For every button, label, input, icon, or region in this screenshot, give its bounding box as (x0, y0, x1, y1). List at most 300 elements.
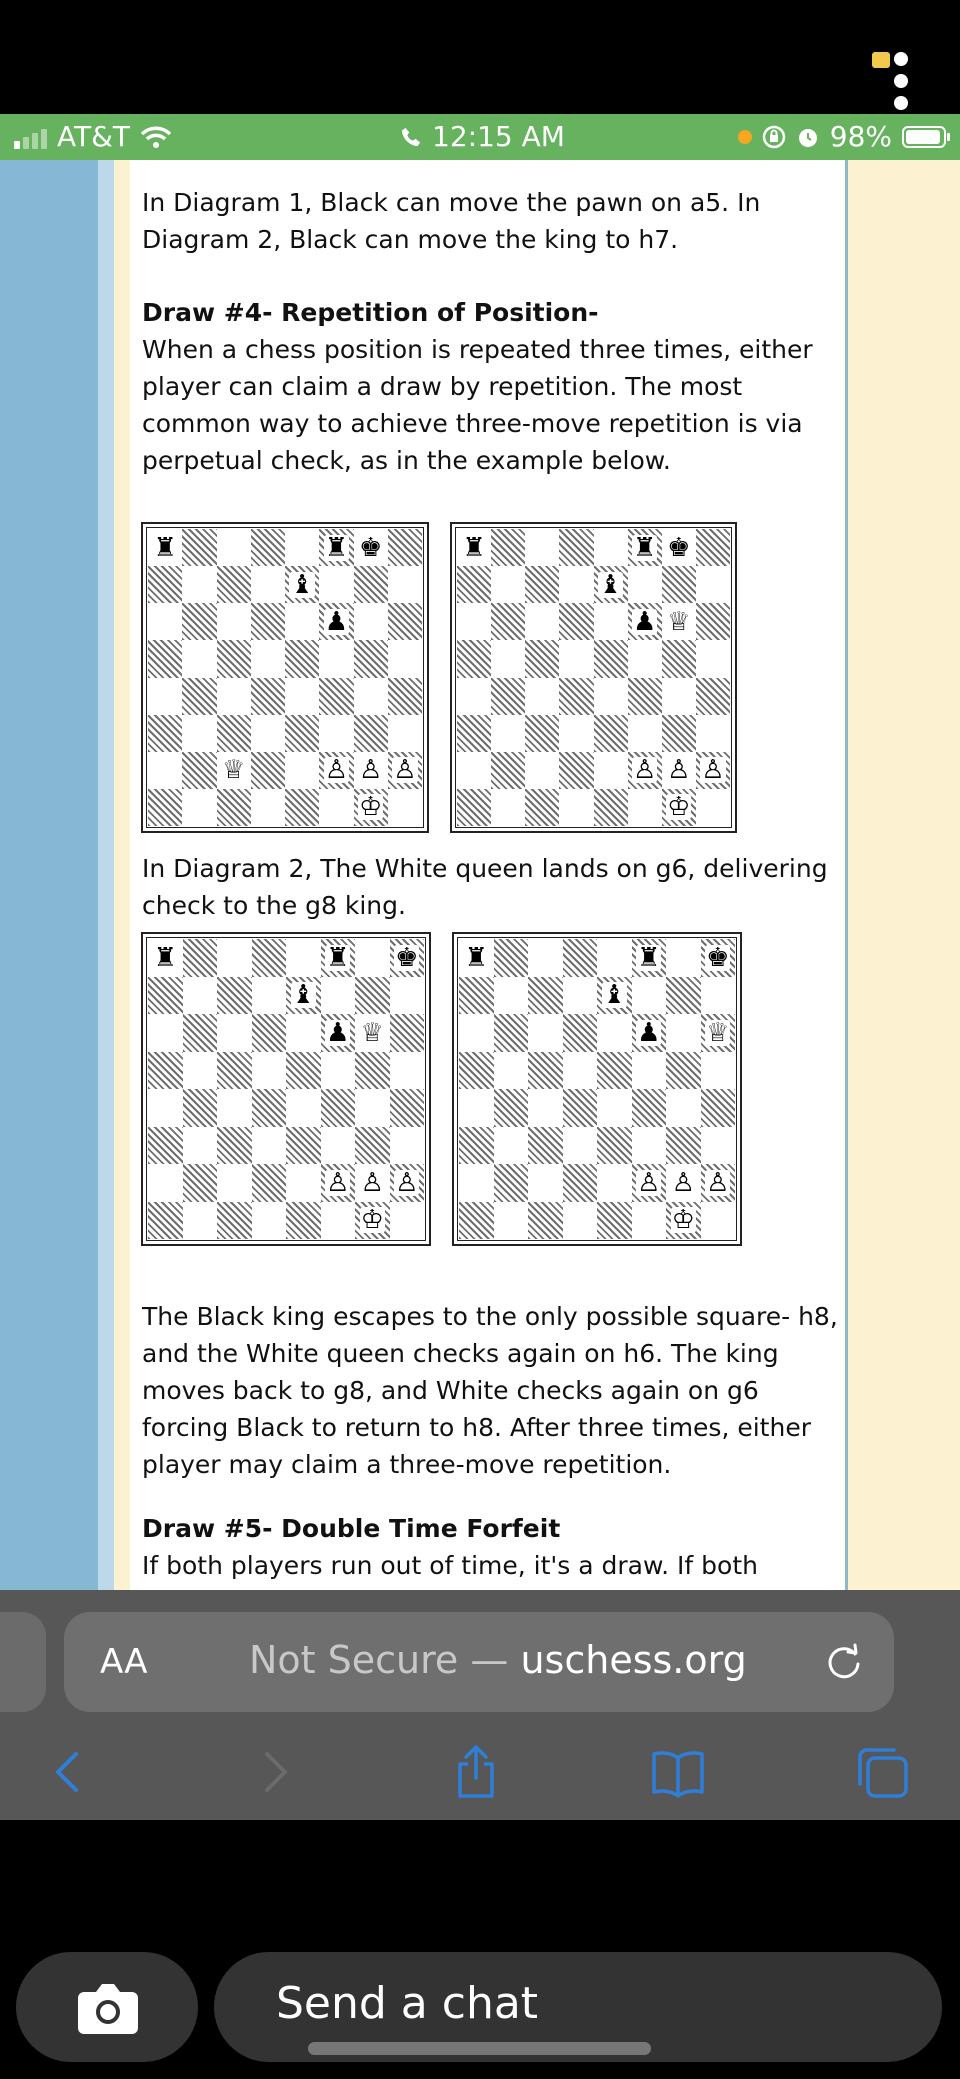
chess-piece: ♝ (290, 569, 314, 600)
paragraph-draw-4: When a chess position is repeated three times, either player can claim a draw by repetition. The most common way to achieve three-move repetition is via perpetual check, as in the example below. (142, 335, 813, 475)
forward-icon[interactable] (245, 1742, 305, 1802)
chess-piece: ♙ (360, 1167, 384, 1198)
square-d7 (559, 566, 593, 603)
square-h6 (696, 603, 730, 640)
square-e3 (286, 1127, 321, 1165)
square-a2 (148, 1164, 183, 1202)
square-f6 (632, 1014, 667, 1052)
square-d4 (563, 1089, 598, 1127)
square-f2 (628, 752, 662, 789)
square-g1 (354, 789, 388, 826)
square-c4 (528, 1089, 563, 1127)
chess-piece: ♜ (324, 532, 349, 563)
square-b5 (494, 1052, 529, 1090)
square-a3 (459, 1127, 494, 1165)
chess-piece: ♕ (221, 755, 246, 786)
status-bar (0, 114, 960, 160)
square-d3 (252, 1127, 287, 1165)
square-c4 (217, 1089, 252, 1127)
square-a6 (459, 1014, 494, 1052)
square-b5 (491, 640, 525, 677)
square-d6 (252, 1014, 287, 1052)
square-e5 (597, 1052, 632, 1090)
square-f2 (321, 1164, 356, 1202)
square-h2 (388, 752, 422, 789)
paragraph-draw-5: If both players run out of time, it's a draw. If both (142, 1551, 758, 1580)
square-d1 (252, 1202, 287, 1240)
square-b1 (183, 1202, 218, 1240)
square-c6 (528, 1014, 563, 1052)
square-a7 (148, 566, 182, 603)
square-g4 (666, 1089, 701, 1127)
square-b1 (494, 1202, 529, 1240)
square-b1 (491, 789, 525, 826)
square-e6 (594, 603, 628, 640)
chess-piece: ♜ (153, 942, 177, 973)
carrier-name: AT&T (57, 120, 131, 153)
square-e3 (597, 1127, 632, 1165)
square-g7 (355, 977, 390, 1015)
square-f4 (632, 1089, 667, 1127)
square-f3 (319, 715, 353, 752)
square-b2 (182, 752, 216, 789)
square-e7 (286, 977, 321, 1015)
square-c3 (217, 1127, 252, 1165)
chess-piece: ♙ (358, 755, 383, 786)
square-a8 (457, 529, 491, 566)
square-h7 (701, 977, 736, 1015)
square-b7 (183, 977, 218, 1015)
tabs-icon[interactable] (852, 1742, 912, 1802)
square-e4 (285, 678, 319, 715)
square-f3 (632, 1127, 667, 1165)
square-e4 (594, 678, 628, 715)
square-d2 (559, 752, 593, 789)
square-a3 (457, 715, 491, 752)
square-d7 (563, 977, 598, 1015)
board-grid (459, 939, 735, 1239)
square-g2 (355, 1164, 390, 1202)
chess-piece: ♜ (462, 532, 486, 563)
square-a6 (148, 1014, 183, 1052)
square-g1 (662, 789, 696, 826)
chess-piece: ♙ (324, 755, 349, 786)
chess-piece: ♙ (671, 1167, 695, 1198)
square-h5 (701, 1052, 736, 1090)
square-d2 (563, 1164, 598, 1202)
square-f5 (632, 1052, 667, 1090)
square-h7 (696, 566, 730, 603)
square-a6 (148, 603, 182, 640)
square-b2 (183, 1164, 218, 1202)
reload-icon[interactable] (824, 1642, 864, 1682)
square-c1 (525, 789, 559, 826)
square-b6 (491, 603, 525, 640)
heading-draw-5: Draw #5- Double Time Forfeit (142, 1514, 561, 1543)
board-grid (148, 529, 422, 826)
square-e8 (286, 939, 321, 977)
square-h6 (390, 1014, 425, 1052)
snapchat-menu-icon[interactable] (872, 52, 912, 112)
square-h7 (390, 977, 425, 1015)
square-a4 (457, 678, 491, 715)
square-a5 (148, 640, 182, 677)
square-e4 (597, 1089, 632, 1127)
square-h2 (390, 1164, 425, 1202)
square-b1 (182, 789, 216, 826)
square-c1 (217, 1202, 252, 1240)
square-d1 (563, 1202, 598, 1240)
chess-piece: ♜ (637, 942, 661, 973)
square-d5 (252, 1052, 287, 1090)
square-d7 (251, 566, 285, 603)
square-e7 (597, 977, 632, 1015)
chess-piece: ♙ (395, 1167, 419, 1198)
chess-piece: ♝ (291, 980, 315, 1011)
square-f4 (628, 678, 662, 715)
square-d5 (563, 1052, 598, 1090)
square-a8 (459, 939, 494, 977)
square-g6 (666, 1014, 701, 1052)
chess-diagram-3 (141, 932, 431, 1246)
square-g8 (354, 529, 388, 566)
square-h4 (388, 678, 422, 715)
square-h5 (390, 1052, 425, 1090)
chess-piece: ♙ (637, 1167, 661, 1198)
chess-piece: ♕ (667, 606, 691, 637)
square-d1 (251, 789, 285, 826)
square-e1 (594, 789, 628, 826)
chat-placeholder: Send a chat (276, 1978, 539, 2029)
square-c7 (217, 977, 252, 1015)
square-h7 (388, 566, 422, 603)
square-c1 (528, 1202, 563, 1240)
square-f3 (321, 1127, 356, 1165)
chess-piece: ♙ (701, 755, 725, 786)
square-f8 (319, 529, 353, 566)
bookmarks-icon[interactable] (648, 1742, 708, 1802)
square-h8 (701, 939, 736, 977)
square-c4 (217, 678, 251, 715)
square-a8 (148, 529, 182, 566)
square-g6 (354, 603, 388, 640)
chess-piece: ♟ (326, 1017, 350, 1048)
square-c6 (525, 603, 559, 640)
article-content (130, 160, 848, 1590)
square-c2 (217, 1164, 252, 1202)
board-grid (457, 529, 730, 826)
square-g2 (354, 752, 388, 789)
square-a6 (457, 603, 491, 640)
square-g7 (662, 566, 696, 603)
square-c2 (528, 1164, 563, 1202)
square-g3 (355, 1127, 390, 1165)
square-e8 (285, 529, 319, 566)
square-a7 (457, 566, 491, 603)
chess-piece: ♜ (633, 532, 657, 563)
chess-piece: ♟ (324, 606, 349, 637)
square-h4 (390, 1089, 425, 1127)
square-a3 (148, 1127, 183, 1165)
square-g6 (662, 603, 696, 640)
square-a5 (148, 1052, 183, 1090)
square-b3 (491, 715, 525, 752)
square-e7 (285, 566, 319, 603)
square-a1 (457, 789, 491, 826)
home-indicator[interactable] (308, 2042, 651, 2055)
square-c5 (217, 1052, 252, 1090)
square-f5 (321, 1052, 356, 1090)
square-d8 (559, 529, 593, 566)
square-g8 (666, 939, 701, 977)
rotation-lock-icon (762, 125, 786, 149)
time-text: 12:15 AM (432, 120, 565, 153)
chess-piece: ♔ (360, 1205, 384, 1236)
square-h1 (390, 1202, 425, 1240)
square-e6 (597, 1014, 632, 1052)
square-f7 (628, 566, 662, 603)
square-b3 (182, 715, 216, 752)
square-d5 (559, 640, 593, 677)
square-b7 (182, 566, 216, 603)
square-b3 (183, 1127, 218, 1165)
text-size-button[interactable]: AA (100, 1642, 148, 1682)
square-e5 (286, 1052, 321, 1090)
square-d8 (251, 529, 285, 566)
square-f3 (628, 715, 662, 752)
square-f7 (319, 566, 353, 603)
diagram-caption: In Diagram 2, The White queen lands on g6, delivering check to the g8 king. (142, 854, 828, 920)
square-d5 (251, 640, 285, 677)
square-g1 (355, 1202, 390, 1240)
square-d7 (252, 977, 287, 1015)
square-b7 (494, 977, 529, 1015)
camera-icon (76, 1978, 140, 2036)
url-text[interactable] (249, 1638, 747, 1682)
carrier (14, 120, 172, 153)
square-b2 (494, 1164, 529, 1202)
square-d6 (559, 603, 593, 640)
square-f4 (321, 1089, 356, 1127)
chess-diagram-4 (452, 932, 742, 1246)
chess-piece: ♕ (706, 1017, 730, 1048)
square-c7 (528, 977, 563, 1015)
camera-button[interactable] (16, 1952, 198, 2062)
square-a2 (148, 752, 182, 789)
board-grid (148, 939, 424, 1239)
clock (400, 120, 565, 153)
square-a4 (459, 1089, 494, 1127)
square-b6 (182, 603, 216, 640)
heading-draw-4: Draw #4- Repetition of Position- (142, 298, 599, 327)
chess-piece: ♜ (326, 942, 350, 973)
chess-piece: ♜ (153, 532, 177, 563)
square-c7 (525, 566, 559, 603)
square-a3 (148, 715, 182, 752)
square-d2 (252, 1164, 287, 1202)
security-label: Not Secure — (249, 1638, 521, 1682)
square-f1 (319, 789, 353, 826)
square-g7 (354, 566, 388, 603)
square-g5 (354, 640, 388, 677)
chess-piece: ♟ (633, 606, 657, 637)
square-c8 (528, 939, 563, 977)
intro-paragraph: In Diagram 1, Black can move the pawn on a5. In Diagram 2, Black can move the king to h7. (142, 188, 761, 254)
alarm-icon (796, 125, 820, 149)
square-b6 (183, 1014, 218, 1052)
square-h8 (390, 939, 425, 977)
square-b4 (183, 1089, 218, 1127)
square-e1 (286, 1202, 321, 1240)
square-c8 (217, 939, 252, 977)
chess-piece: ♔ (358, 792, 383, 823)
square-f8 (632, 939, 667, 977)
square-h5 (388, 640, 422, 677)
square-h6 (701, 1014, 736, 1052)
square-f8 (628, 529, 662, 566)
wifi-icon (140, 125, 172, 149)
square-a1 (459, 1202, 494, 1240)
square-h4 (696, 678, 730, 715)
square-g5 (355, 1052, 390, 1090)
square-a7 (148, 977, 183, 1015)
square-e1 (597, 1202, 632, 1240)
square-g5 (662, 640, 696, 677)
square-g7 (666, 977, 701, 1015)
square-h1 (388, 789, 422, 826)
square-f1 (321, 1202, 356, 1240)
square-d3 (251, 715, 285, 752)
square-a4 (148, 678, 182, 715)
square-h8 (388, 529, 422, 566)
square-g4 (354, 678, 388, 715)
square-b5 (182, 640, 216, 677)
square-h3 (390, 1127, 425, 1165)
square-e3 (594, 715, 628, 752)
square-e5 (594, 640, 628, 677)
square-b2 (491, 752, 525, 789)
square-b8 (183, 939, 218, 977)
browser-toolbar (0, 1590, 960, 1820)
square-g1 (666, 1202, 701, 1240)
square-f1 (628, 789, 662, 826)
square-h2 (701, 1164, 736, 1202)
back-icon[interactable] (38, 1742, 98, 1802)
square-e8 (594, 529, 628, 566)
chess-piece: ♙ (667, 755, 691, 786)
square-d4 (252, 1089, 287, 1127)
square-f2 (319, 752, 353, 789)
square-g5 (666, 1052, 701, 1090)
address-bar[interactable] (64, 1612, 894, 1712)
square-b6 (494, 1014, 529, 1052)
square-h5 (696, 640, 730, 677)
square-d4 (251, 678, 285, 715)
square-f5 (628, 640, 662, 677)
square-h3 (701, 1127, 736, 1165)
chess-piece: ♙ (633, 755, 657, 786)
square-c5 (217, 640, 251, 677)
square-e2 (597, 1164, 632, 1202)
square-b8 (491, 529, 525, 566)
square-f6 (321, 1014, 356, 1052)
square-e1 (285, 789, 319, 826)
chess-piece: ♚ (358, 532, 383, 563)
previous-tab-peek[interactable] (0, 1612, 46, 1712)
square-c2 (525, 752, 559, 789)
square-a2 (457, 752, 491, 789)
phone-call-icon (400, 126, 422, 148)
square-c6 (217, 1014, 252, 1052)
share-icon[interactable] (446, 1742, 506, 1802)
square-c6 (217, 603, 251, 640)
square-e5 (285, 640, 319, 677)
square-h1 (701, 1202, 736, 1240)
square-b8 (494, 939, 529, 977)
square-c1 (217, 789, 251, 826)
square-a7 (459, 977, 494, 1015)
square-e6 (285, 603, 319, 640)
battery-icon (902, 126, 946, 148)
chess-piece: ♙ (326, 1167, 350, 1198)
web-page (0, 160, 960, 1590)
square-d8 (563, 939, 598, 977)
square-a1 (148, 1202, 183, 1240)
chess-piece: ♚ (395, 942, 419, 973)
square-b3 (494, 1127, 529, 1165)
square-d2 (251, 752, 285, 789)
chess-piece: ♚ (706, 942, 730, 973)
square-b4 (182, 678, 216, 715)
square-a8 (148, 939, 183, 977)
square-f2 (632, 1164, 667, 1202)
square-d6 (251, 603, 285, 640)
square-e8 (597, 939, 632, 977)
battery-percent: 98% (829, 120, 892, 153)
square-f1 (632, 1202, 667, 1240)
square-d3 (563, 1127, 598, 1165)
square-g4 (355, 1089, 390, 1127)
square-f7 (321, 977, 356, 1015)
chess-piece: ♕ (360, 1017, 384, 1048)
chess-piece: ♟ (637, 1017, 661, 1048)
square-e7 (594, 566, 628, 603)
square-g8 (355, 939, 390, 977)
url-domain: uschess.org (520, 1638, 747, 1682)
square-a4 (148, 1089, 183, 1127)
square-f5 (319, 640, 353, 677)
square-h6 (388, 603, 422, 640)
square-h8 (696, 529, 730, 566)
square-c8 (217, 529, 251, 566)
chess-diagram-1 (141, 522, 429, 833)
square-c7 (217, 566, 251, 603)
chess-piece: ♝ (598, 569, 623, 600)
square-h1 (696, 789, 730, 826)
square-d6 (563, 1014, 598, 1052)
square-b4 (491, 678, 525, 715)
square-g2 (662, 752, 696, 789)
chess-piece: ♔ (671, 1205, 695, 1236)
square-c3 (525, 715, 559, 752)
square-h3 (696, 715, 730, 752)
signal-icon (14, 125, 47, 149)
chess-piece: ♙ (393, 755, 417, 786)
square-c5 (528, 1052, 563, 1090)
mic-in-use-indicator (738, 130, 752, 144)
square-a5 (457, 640, 491, 677)
square-c8 (525, 529, 559, 566)
